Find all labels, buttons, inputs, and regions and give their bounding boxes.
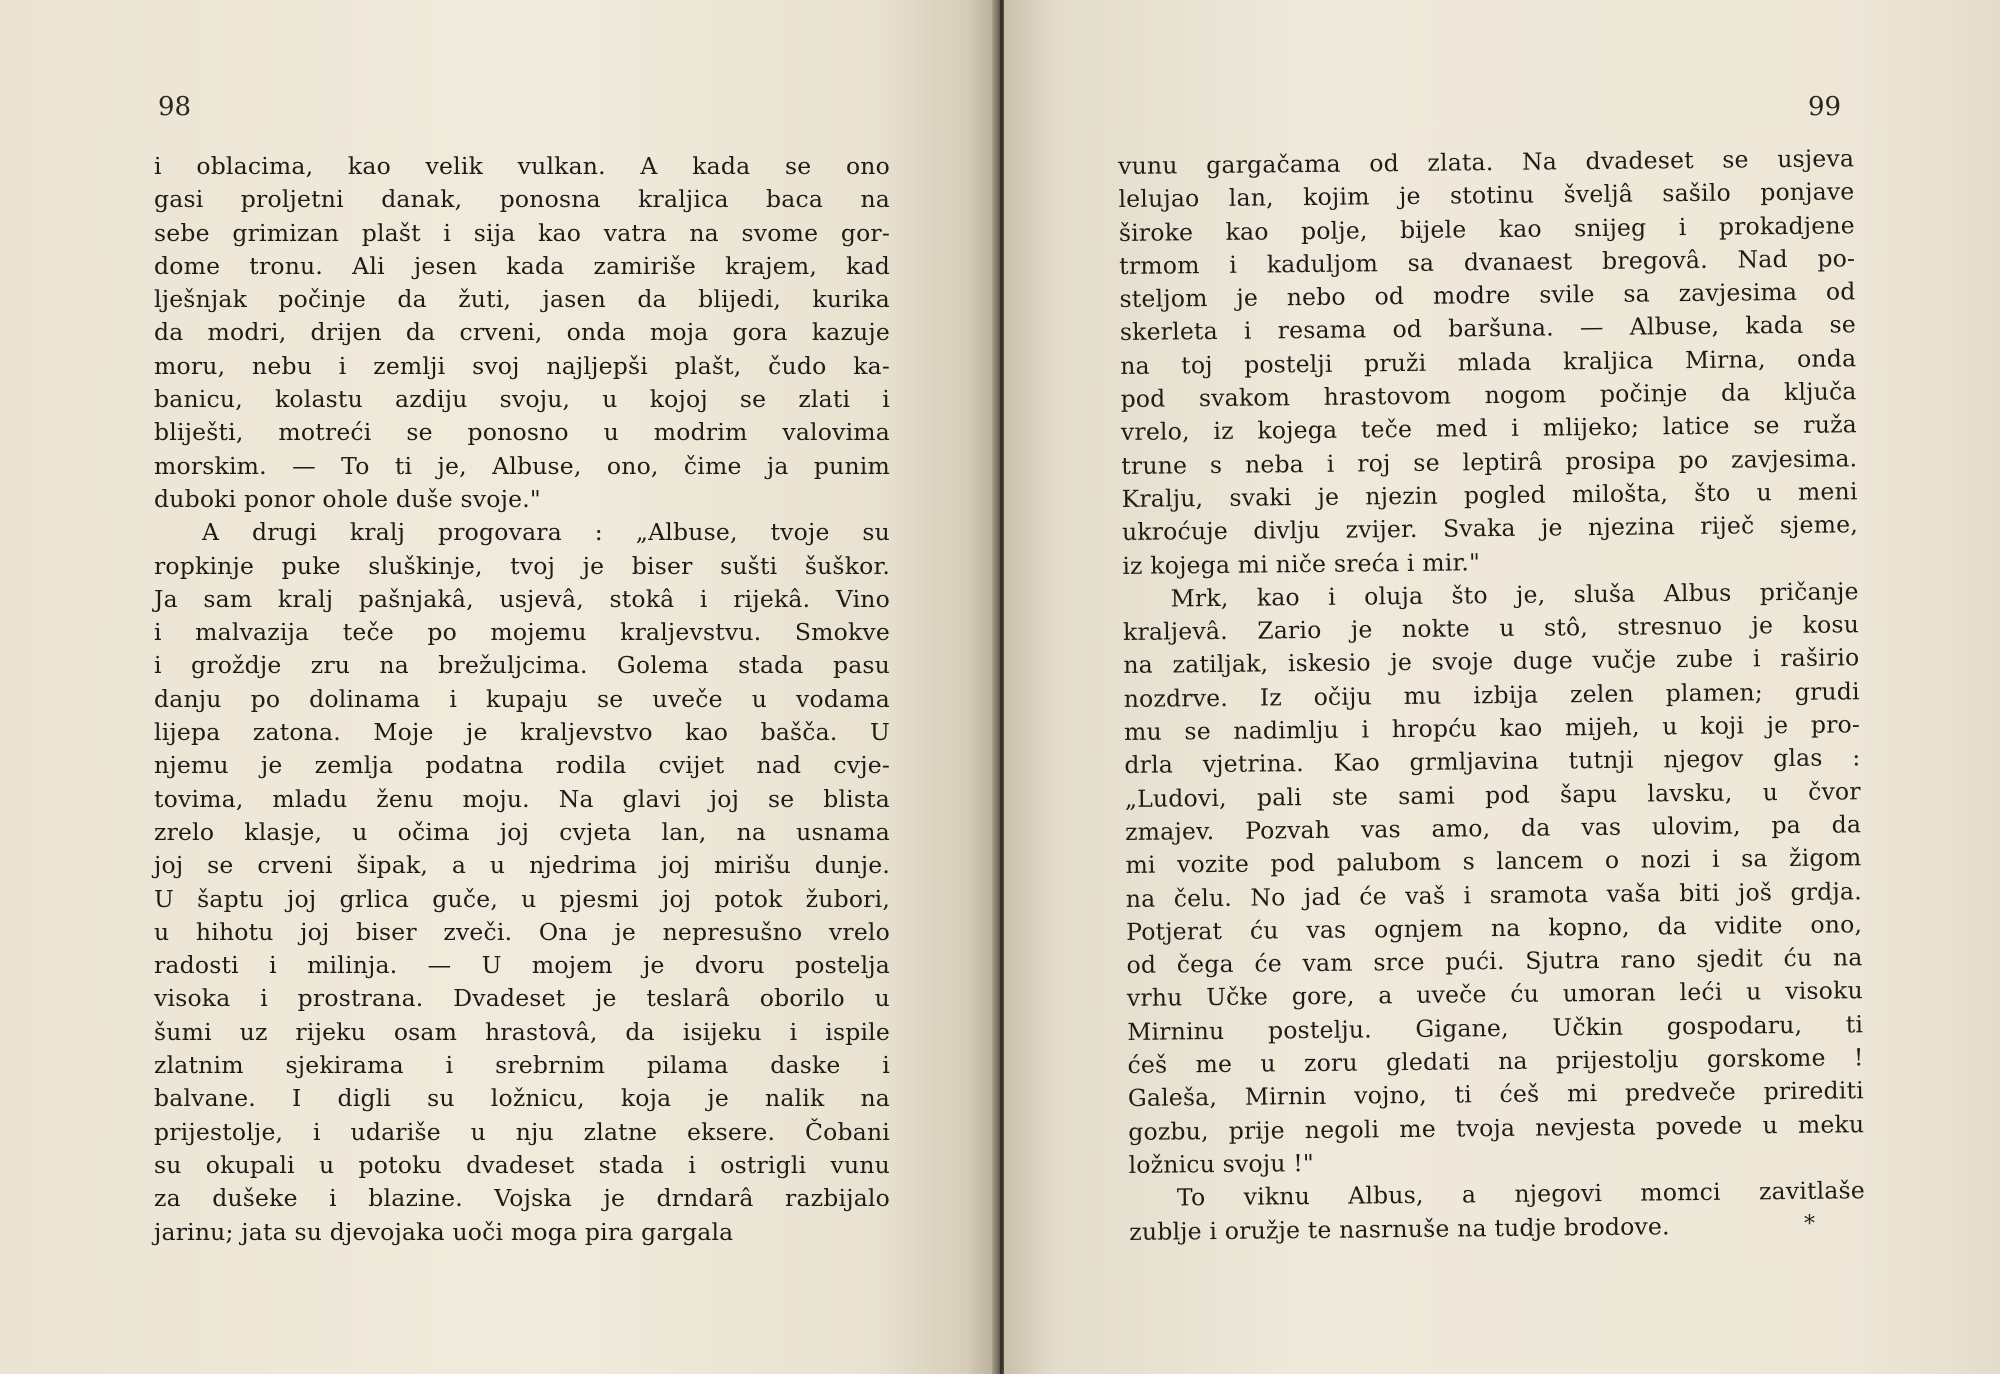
text-line: moru, nebu i zemlji svoj najljepši plašt, čudo ka- xyxy=(154,351,890,380)
text-line: mi vozite pod palubom s lancem o nozi i sa žigom xyxy=(1125,843,1862,880)
text-line: gasi proljetni danak, ponosna kraljica baca na xyxy=(154,185,890,214)
page-number-right: 99 xyxy=(1808,92,1842,122)
text-line: zlatnim sjekirama i srebrnim pilama daske i xyxy=(154,1051,890,1080)
text-line: zrelo klasje, u očima joj cvjeta lan, na usnama xyxy=(154,817,890,846)
left-page-body xyxy=(154,150,890,1249)
text-line: danju po dolinama i kupaju se uveče u vodama xyxy=(154,684,890,713)
text-line: Ja sam kralj pašnjakâ, usjevâ, stokâ i rijekâ. Vino xyxy=(154,584,890,613)
text-line: u hihotu joj biser zveči. Ona je nepresušno vrelo xyxy=(154,917,890,946)
text-line: ukroćuje divlju zvijer. Svaka je njezina riječ sjeme, xyxy=(1121,510,1859,547)
text-line: Mirninu postelju. Gigane, Učkin gospodaru, ti xyxy=(1127,1009,1864,1046)
text-line: na toj postelji pruži mlada kraljica Mirna, onda xyxy=(1120,344,1857,380)
text-line: i malvazija teče po mojemu kraljevstvu. Smokve xyxy=(154,618,890,647)
text-line: U šaptu joj grlica guče, u pjesmi joj potok žubori, xyxy=(154,884,890,913)
text-line: ćeš me u zoru gledati na prijestolju gorskome ! xyxy=(1127,1043,1864,1079)
text-line: bliješti, motreći se ponosno u modrim valovima xyxy=(154,418,890,447)
text-line: lijepa zatona. Moje je kraljevstvo kao bašča. U xyxy=(154,718,890,747)
text-line: lješnjak počinje da žuti, jasen da blijedi, kurika xyxy=(154,285,890,314)
text-line: morskim. — To ti je, Albuse, ono, čime ja punim xyxy=(154,451,890,480)
text-line: njemu je zemlja podatna rodila cvijet nad cvje- xyxy=(154,751,890,780)
text-line: i oblacima, kao velik vulkan. A kada se ono xyxy=(154,152,890,180)
text-line: Kralju, svaki je njezin pogled milošta, što u meni xyxy=(1121,477,1858,513)
text-line: od čega će vam srce pući. Sjutra rano sjedit ću na xyxy=(1126,943,1863,980)
text-line: prijestolje, i udariše u nju zlatne eksere. Čobani xyxy=(154,1117,890,1146)
text-line: na zatiljak, iskesio je svoje duge vučje zube i raširio xyxy=(1123,643,1860,680)
text-line: tovima, mladu ženu moju. Na glavi joj se blista xyxy=(154,784,890,813)
text-line: steljom je nebo od modre svile sa zavjesima od xyxy=(1119,277,1856,314)
text-line: lelujao lan, kojim je stotinu šveljâ sašilo ponjave xyxy=(1118,177,1855,214)
text-line: skerleta i resama od baršuna. — Albuse, kada se xyxy=(1119,310,1857,347)
text-line: kraljevâ. Zario je nokte u stô, stresnuo je kosu xyxy=(1122,610,1860,647)
text-line: trmom i kaduljom sa dvanaest bregovâ. Nad po- xyxy=(1119,244,1856,280)
right-page-body xyxy=(1118,142,1865,1248)
text-line: jarinu; jata su djevojaka uoči moga pira gargala xyxy=(154,1217,734,1246)
text-line: ropkinje puke sluškinje, tvoj je biser sušti šuškor. xyxy=(154,551,890,580)
right-page xyxy=(1004,0,2000,1374)
section-break-mark: * xyxy=(1804,1212,1815,1237)
text-line: joj se crveni šipak, a u njedrima joj mirišu dunje. xyxy=(154,851,890,880)
text-line: Mrk, kao i oluja što je, sluša Albus pričanje xyxy=(1170,577,1859,613)
text-line: ložnicu svoju !" xyxy=(1128,1148,1315,1179)
text-line: gozbu, prije negoli me tvoja nevjesta povede u meku xyxy=(1128,1109,1865,1146)
text-line: To viknu Albus, a njegovi momci zavitlaše xyxy=(1176,1176,1866,1212)
text-line: dome tronu. Ali jesen kada zamiriše krajem, kad xyxy=(154,251,890,280)
text-line: nozdrve. Iz očiju mu izbija zelen plamen; grudi xyxy=(1123,677,1860,713)
text-line: duboki ponor ohole duše svoje." xyxy=(154,484,541,513)
text-line: da modri, drijen da crveni, onda moja gora kazuje xyxy=(154,318,890,347)
text-line: banicu, kolastu azdiju svoju, u kojoj se zlati i xyxy=(154,385,890,414)
text-line: i groždje zru na brežuljcima. Golema stada pasu xyxy=(154,651,890,680)
text-line: sebe grimizan plašt i sija kao vatra na svome gor- xyxy=(154,218,890,247)
text-line: A drugi kralj progovara : „Albuse, tvoje su xyxy=(202,518,890,547)
text-line: za dušeke i blazine. Vojska je drndarâ razbijalo xyxy=(154,1184,890,1213)
text-line: visoka i prostrana. Dvadeset je teslarâ oborilo u xyxy=(154,984,890,1013)
text-line: Potjerat ću vas ognjem na kopno, da vidite ono, xyxy=(1126,910,1863,946)
page-number-left: 98 xyxy=(158,92,192,122)
text-line: široke kao polje, bijele kao snijeg i prokadjene xyxy=(1118,210,1855,247)
text-line: iz kojega mi niče sreća i mir." xyxy=(1122,547,1481,580)
text-line: vrelo, iz kojega teče med i mlijeko; latice se ruža xyxy=(1120,410,1858,447)
text-line: su okupali u potoku dvadeset stada i ostrigli vunu xyxy=(154,1150,890,1179)
text-line: „Ludovi, pali ste sami pod šapu lavsku, u čvor xyxy=(1124,776,1861,813)
text-line: radosti i milinja. — U mojem je dvoru postelja xyxy=(154,951,890,980)
text-line: pod svakom hrastovom nogom počinje da ključa xyxy=(1120,377,1857,414)
text-line: trune s neba i roj se leptirâ prosipa po zavjesima. xyxy=(1121,443,1858,480)
text-line: Galeša, Mirnin vojno, ti ćeš mi predveče prirediti xyxy=(1127,1076,1865,1113)
text-line: zmajev. Pozvah vas amo, da vas ulovim, pa da xyxy=(1124,810,1862,846)
text-line: mu se nadimlju i hropću kao mijeh, u koji je pro- xyxy=(1123,710,1861,747)
text-line: balvane. I digli su ložnicu, koja je nalik na xyxy=(154,1084,890,1113)
text-line: na čelu. No jad će vaš i sramota vaša biti još grdja. xyxy=(1125,876,1862,913)
text-line: vrhu Učke gore, a uveče ću umoran leći u visoku xyxy=(1126,976,1863,1013)
left-page xyxy=(0,0,996,1374)
text-line: zublje i oružje te nasrnuše na tudje brodove. xyxy=(1129,1211,1670,1246)
text-line: šumi uz rijeku osam hrastovâ, da isijeku i ispile xyxy=(154,1017,890,1046)
text-line: vunu gargačama od zlata. Na dvadeset se usjeva xyxy=(1118,144,1855,180)
text-line: drla vjetrina. Kao grmljavina tutnji njegov glas : xyxy=(1124,743,1861,780)
